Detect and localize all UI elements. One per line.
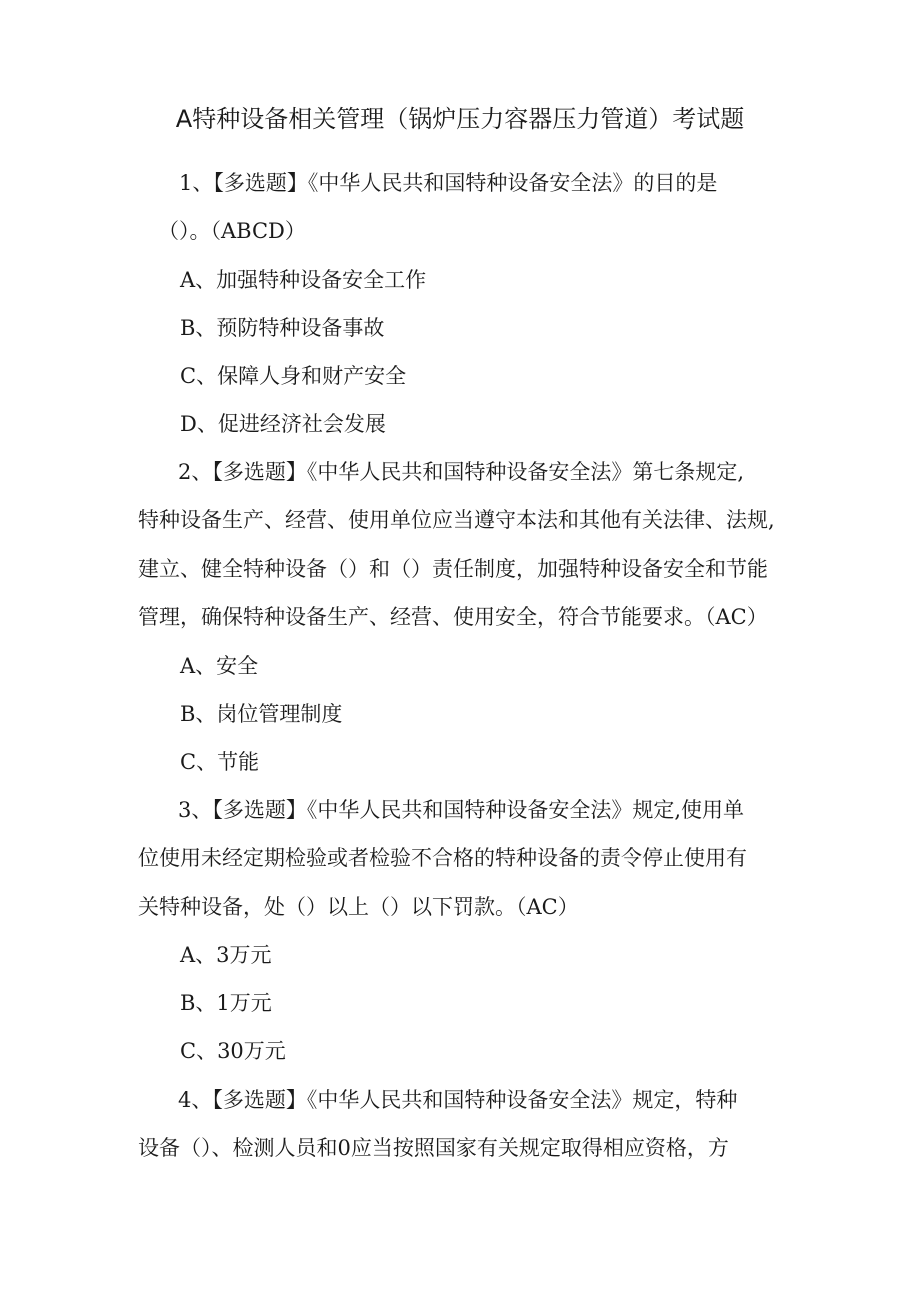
question-2-option-b: B、岗位管理制度 xyxy=(180,702,343,726)
question-1-line-1: 1、【多选题】《中华人民共和国特种设备安全法》的目的是 xyxy=(179,171,718,195)
question-1-option-a: A、加强特种设备安全工作 xyxy=(180,268,427,292)
question-2-line-3: 建立、健全特种设备（）和（）责任制度，加强特种设备安全和节能 xyxy=(138,557,768,581)
question-1-option-d: D、促进经济社会发展 xyxy=(180,412,386,436)
question-1-option-c: C、保障人身和财产安全 xyxy=(180,364,407,388)
question-1-line-2: （）。（ABCD） xyxy=(158,219,306,243)
question-3-option-c: C、30万元 xyxy=(180,1039,286,1063)
question-3-line-1: 3、【多选题】《中华人民共和国特种设备安全法》规定,使用单 xyxy=(178,798,745,822)
question-4-line-1: 4、【多选题】《中华人民共和国特种设备安全法》规定，特种 xyxy=(178,1088,738,1112)
question-2-line-4: 管理，确保特种设备生产、经营、使用安全，符合节能要求。（AC） xyxy=(138,605,768,629)
question-3-line-3: 关特种设备，处（）以上（）以下罚款。（AC） xyxy=(138,895,579,919)
question-1-option-b: B、预防特种设备事故 xyxy=(180,316,385,340)
question-4-line-2: 设备（）、检测人员和0应当按照国家有关规定取得相应资格，方 xyxy=(138,1136,729,1160)
question-3-line-2: 位使用未经定期检验或者检验不合格的特种设备的责令停止使用有 xyxy=(138,846,747,870)
question-3-option-a: A、3万元 xyxy=(180,943,272,967)
question-3-option-b: B、1万元 xyxy=(180,991,272,1015)
question-2-line-2: 特种设备生产、经营、使用单位应当遵守本法和其他有关法律、法规, xyxy=(138,508,775,532)
question-2-line-1: 2、【多选题】《中华人民共和国特种设备安全法》第七条规定, xyxy=(178,460,745,484)
question-2-option-a: A、安全 xyxy=(180,654,259,678)
document-title: A特种设备相关管理（锅炉压力容器压力管道）考试题 xyxy=(175,105,745,133)
question-2-option-c: C、节能 xyxy=(180,750,260,774)
